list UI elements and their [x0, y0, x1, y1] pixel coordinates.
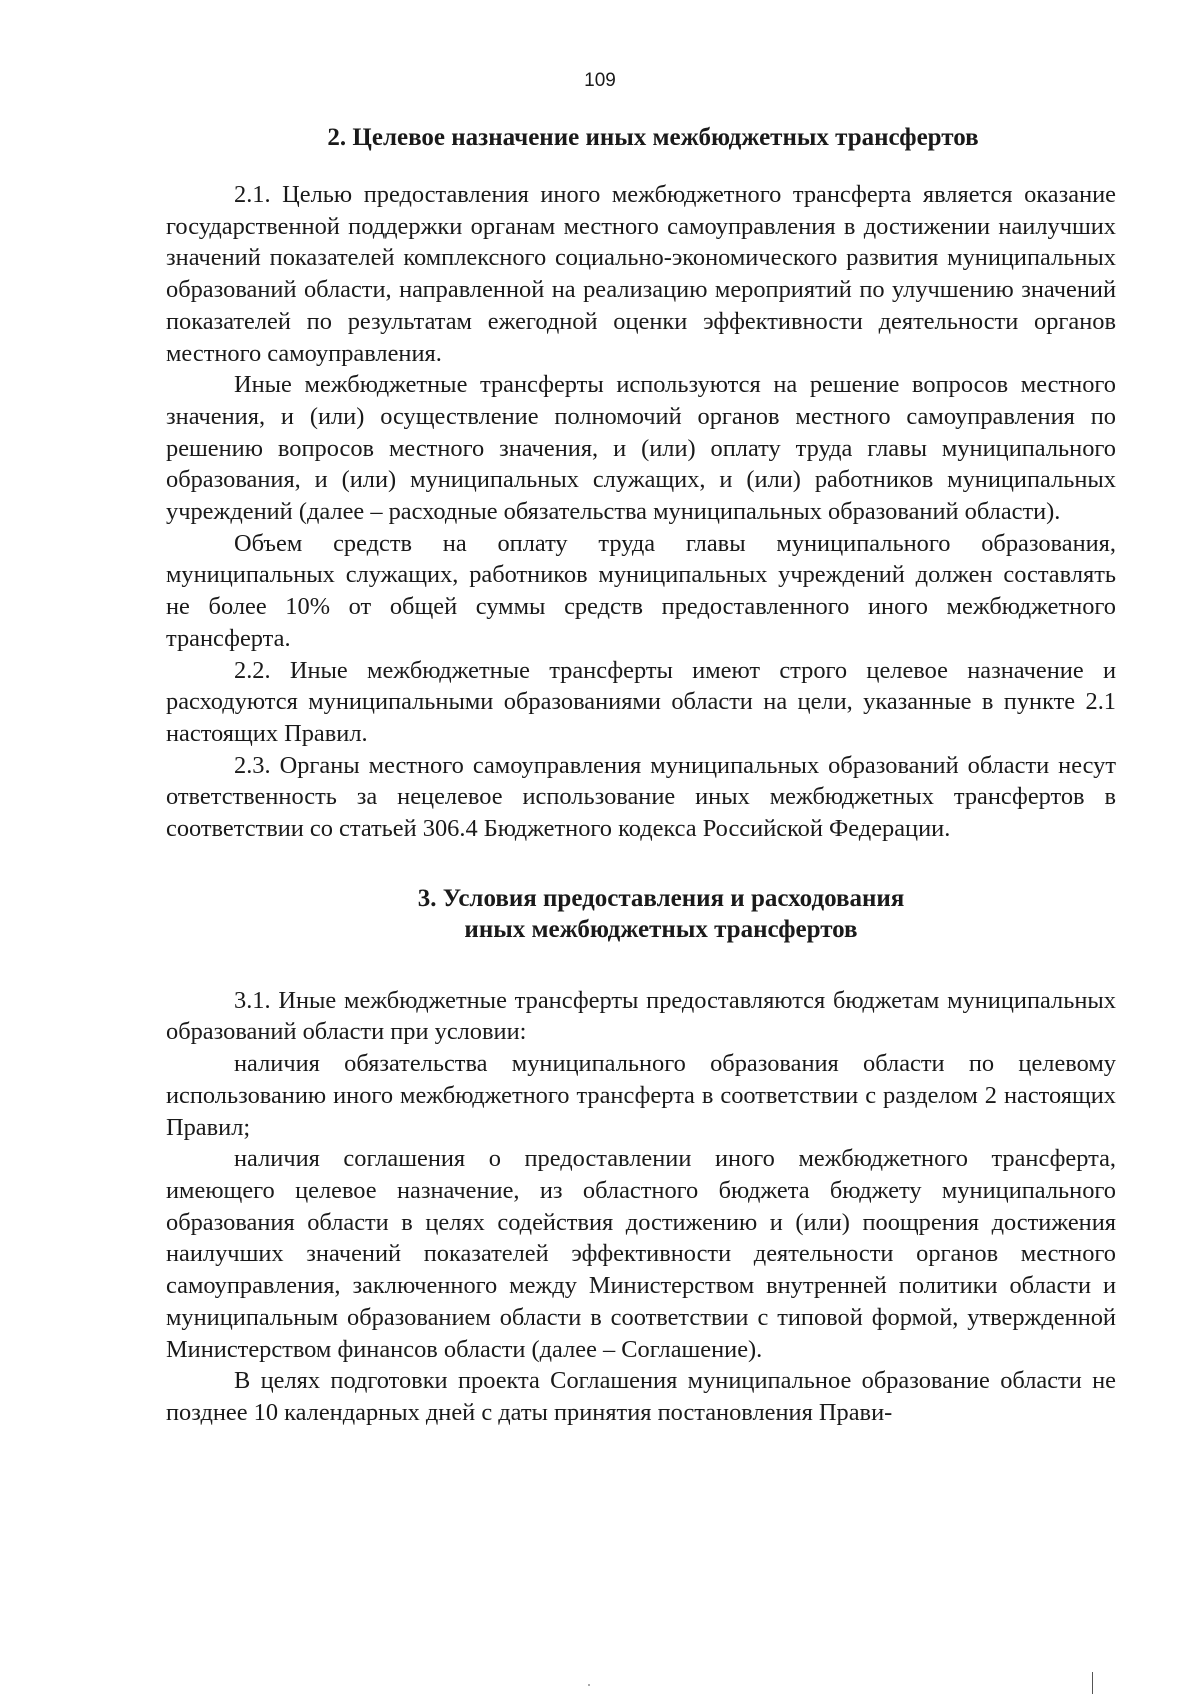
paragraph-2-2: 2.2. Иные межбюджетные трансферты имеют строго целевое назначение и расходуются муниципальными образованиями области на цели, указанные в пункте 2.1 настоящих Правил. — [166, 656, 1116, 747]
paragraph-2-1-uses: Иные межбюджетные трансферты используются на решение вопросов местного значения, и (или) осуществление полномочий органов местного самоуправления по решению вопросов местного значения, и (или) оплату труда главы муниципального образования, и (или) муниципальных служащих, и (или) работников муниципальных учреждений (далее – расходные обязательства муниципальных образований области). — [166, 371, 1116, 526]
document-body — [166, 122, 1116, 1429]
section-3-title-line-2: иных межбюджетных трансфертов — [464, 915, 858, 943]
paragraph-3-1-agreement-preparation: В целях подготовки проекта Соглашения муниципальное образование области не позднее 10 календарных дней с даты принятия постановления Прави- — [166, 1367, 1116, 1426]
paragraph-3-1-condition-agreement: наличия соглашения о предоставлении иного межбюджетного трансферта, имеющего целевое назначение, из областного бюджета бюджету муниципального образования области в целях содействия достижению и (или) поощрения достижения наилучших значений показателей эффективности деятельности органов местного самоуправления, заключенного между Министерством внутренней политики области и муниципальным образованием области в соответствии с типовой формой, утвержденной Министерством финансов области (далее – Соглашение). — [166, 1145, 1116, 1363]
section-2-title: 2. Целевое назначение иных межбюджетных трансфертов — [327, 124, 979, 151]
paragraph-2-1: 2.1. Целью предоставления иного межбюджетного трансферта является оказание государственной поддержки органам местного самоуправления в достижении наилучших значений показателей комплексного социально-экономического развития муниципальных образований области, направленной на реализацию мероприятий по улучшению значений показателей по результатам ежегодной оценки эффективности деятельности органов местного самоуправления. — [166, 181, 1116, 367]
paragraph-2-1-volume: Объем средств на оплату труда главы муниципального образования, муниципальных служащих, работников муниципальных учреждений должен составлять не более 10% от общей суммы средств предоставленного иного межбюджетного трансферта. — [166, 529, 1116, 652]
scan-speck — [588, 1684, 590, 1686]
scan-edge-mark — [1092, 1672, 1093, 1694]
page-number: 109 — [584, 70, 616, 91]
section-3-title-line-1: 3. Условия предоставления и расходования — [417, 884, 905, 912]
section-3-title — [206, 883, 1116, 945]
paragraph-2-3: 2.3. Органы местного самоуправления муниципальных образований области несут ответственность за нецелевое использование иных межбюджетных трансфертов в соответствии со статьей 306.4 Бюджетного кодекса Российской Федерации. — [166, 751, 1116, 843]
paragraph-3-1: 3.1. Иные межбюджетные трансферты предоставляются бюджетам муниципальных образований области при условии: — [166, 986, 1116, 1046]
paragraph-3-1-condition-obligation: наличия обязательства муниципального образования области по целевому использованию иного межбюджетного трансферта в соответствии с разделом 2 настоящих Правил; — [166, 1050, 1116, 1141]
